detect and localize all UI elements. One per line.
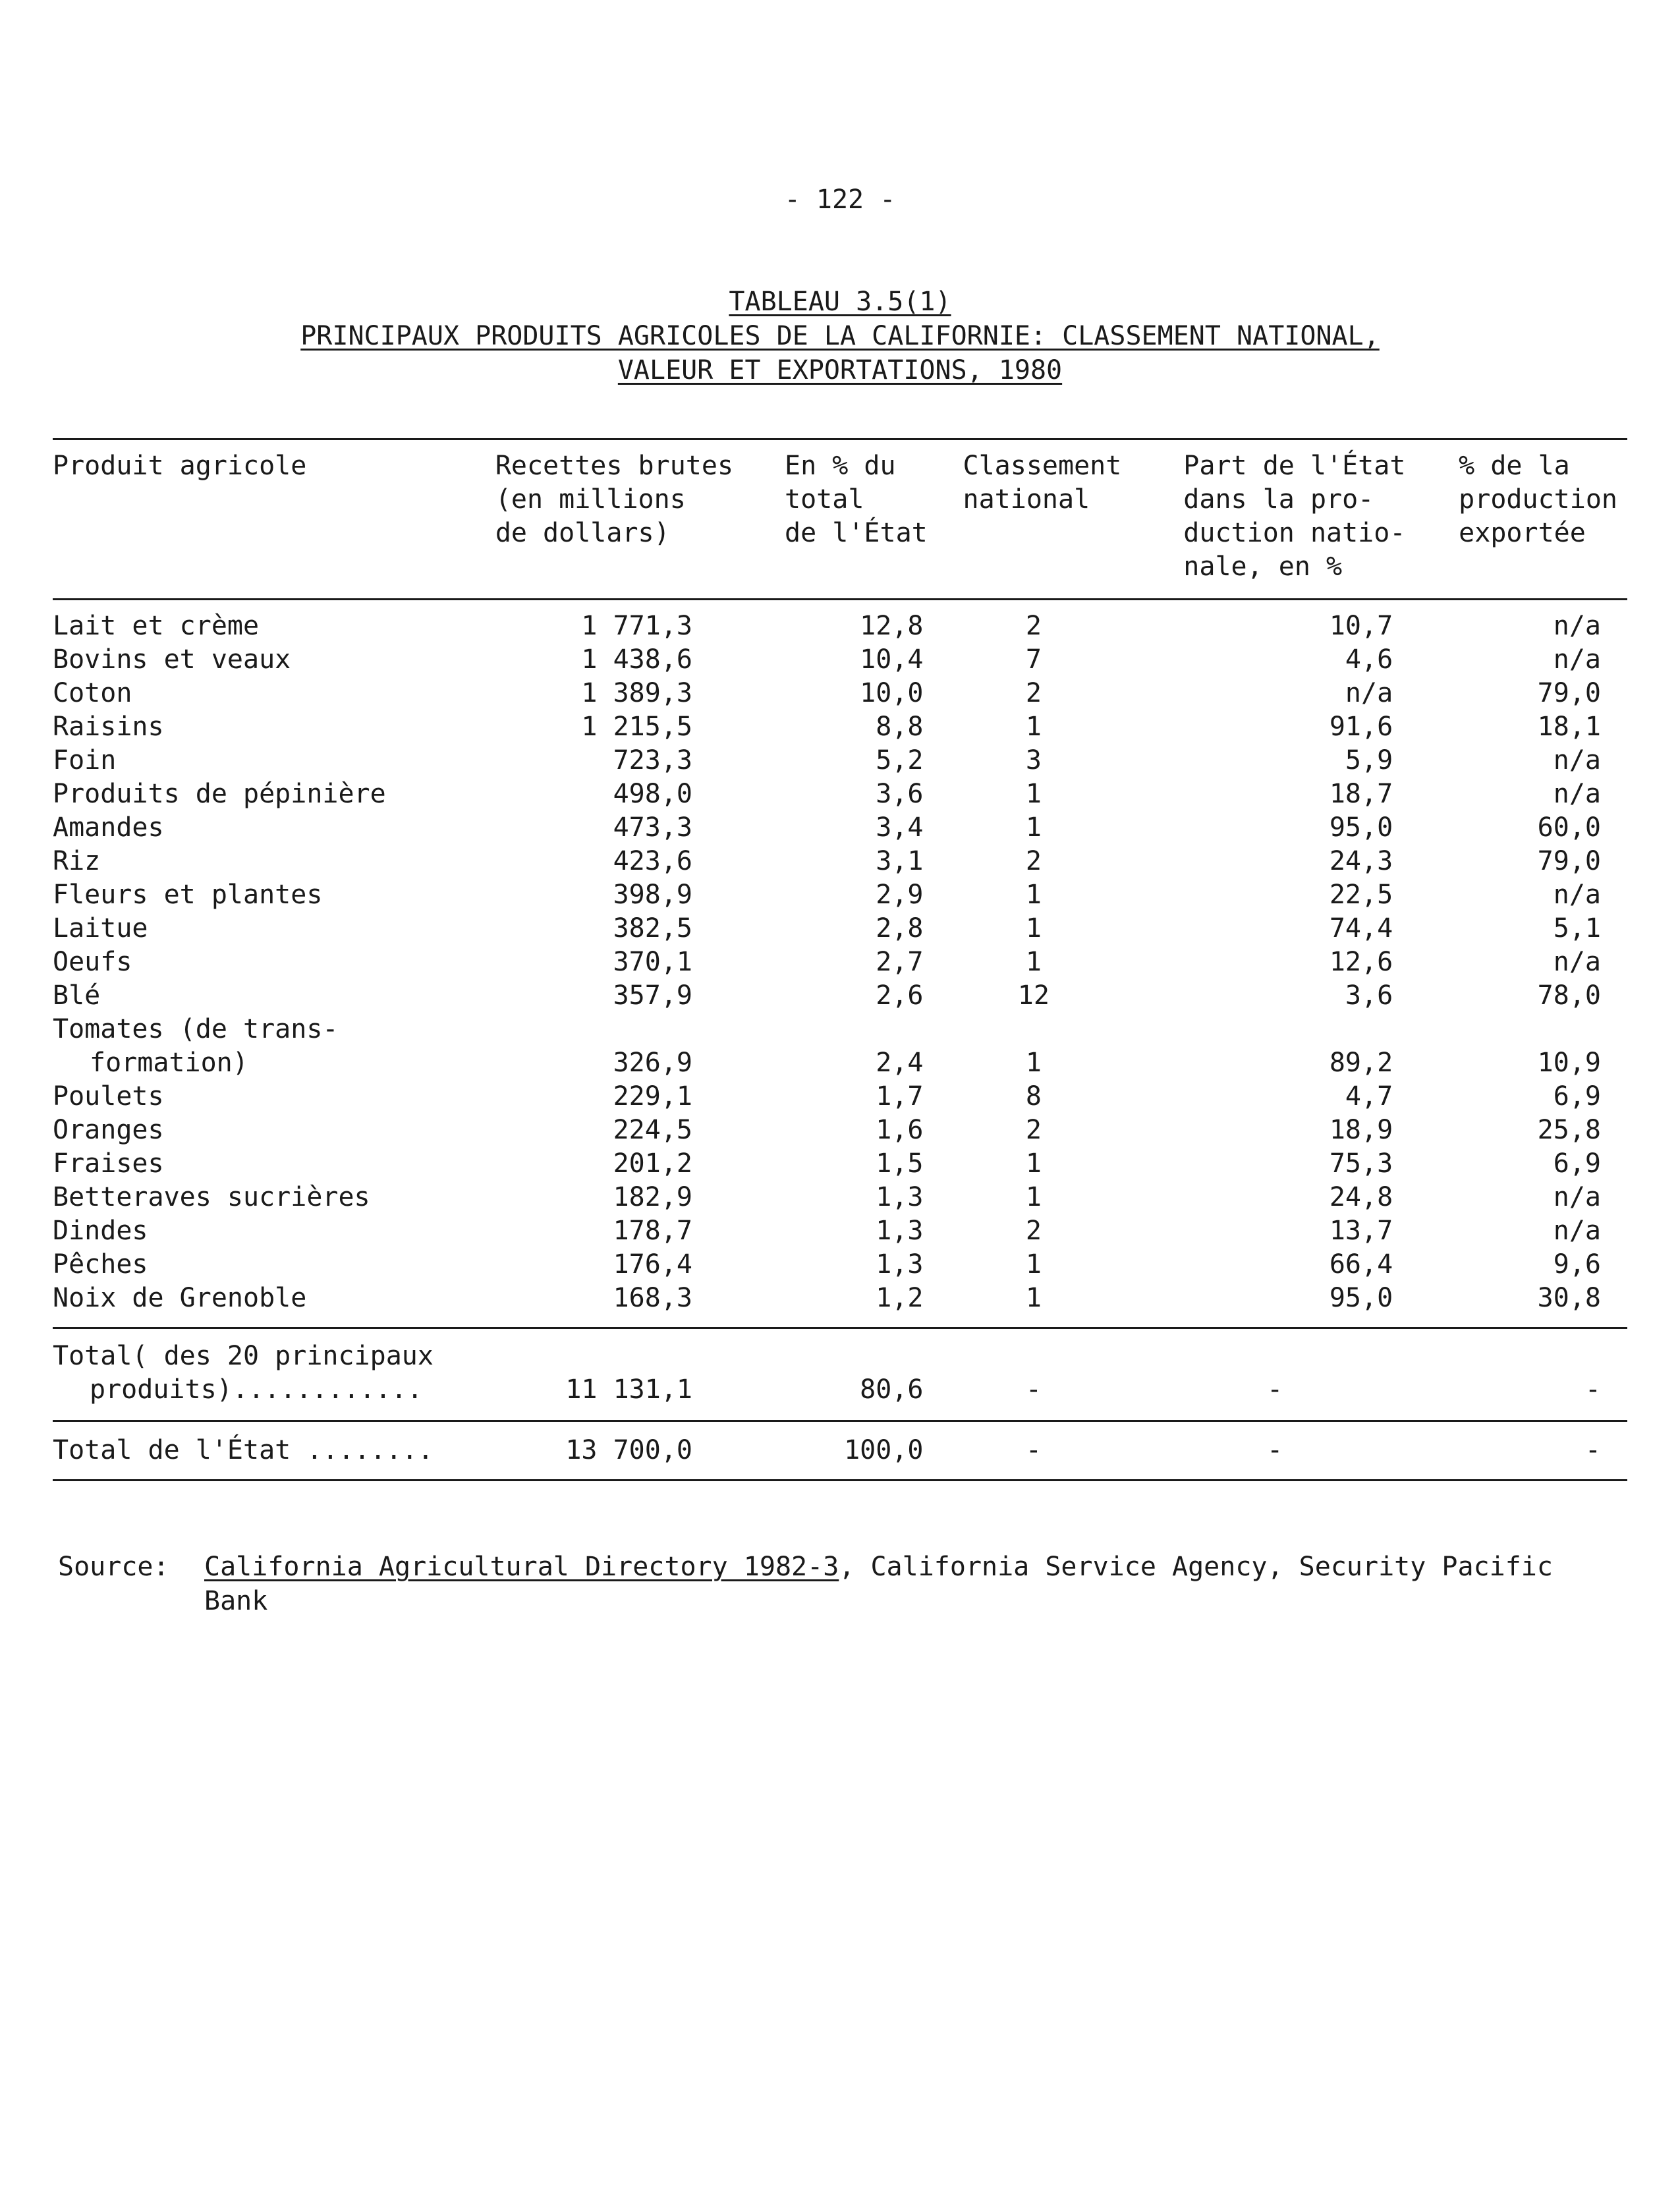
cell-part: 24,8 <box>1329 1182 1393 1212</box>
cell-part: 89,2 <box>1329 1048 1393 1078</box>
cell-produit: Fleurs et plantes <box>53 880 323 910</box>
cell-produit: Produits de pépinière <box>53 779 386 809</box>
cell-export: 18,1 <box>1537 712 1601 742</box>
cell-export: 60,0 <box>1537 812 1601 843</box>
cell-part: 10,7 <box>1329 611 1393 641</box>
cell-export: 79,0 <box>1537 846 1601 876</box>
cell-pct: 10,4 <box>860 644 924 675</box>
total-etat-section <box>53 1421 1627 1481</box>
table-title <box>0 285 1680 387</box>
cell-produit: Lait et crème <box>53 611 260 641</box>
cell-export: 79,0 <box>1537 678 1601 708</box>
header-produit: Produit agricole <box>53 451 307 481</box>
cell-export: 5,1 <box>1553 913 1601 944</box>
total-20-recettes: 11 131,1 <box>565 1374 692 1405</box>
cell-export: n/a <box>1553 611 1601 641</box>
table-row <box>53 777 1627 811</box>
cell-produit: Poulets <box>53 1081 164 1112</box>
cell-pct: 10,0 <box>860 678 924 708</box>
cell-pct: 1,2 <box>876 1283 924 1313</box>
table-row <box>53 600 1627 644</box>
table-row <box>53 744 1627 777</box>
total-etat-pct: 100,0 <box>844 1435 924 1465</box>
table-row <box>53 845 1627 878</box>
cell-recettes: 1 771,3 <box>581 611 692 641</box>
cell-recettes: 168,3 <box>613 1283 692 1313</box>
total-20-row-label <box>53 1328 1627 1374</box>
table-heading-line-2: VALEUR ET EXPORTATIONS, 1980 <box>617 355 1063 385</box>
cell-part: 18,9 <box>1329 1115 1393 1145</box>
cell-rang: 1 <box>1025 1048 1042 1078</box>
total-etat-export: - <box>1584 1435 1601 1465</box>
table-row <box>53 946 1627 979</box>
cell-rang: 2 <box>1025 611 1042 641</box>
table-row <box>53 878 1627 912</box>
cell-rang: 1 <box>1025 1283 1042 1313</box>
cell-produit: Noix de Grenoble <box>53 1283 307 1313</box>
cell-part: 4,6 <box>1345 644 1393 675</box>
cell-rang: 8 <box>1025 1081 1042 1112</box>
cell-part: 74,4 <box>1329 913 1393 944</box>
cell-export: n/a <box>1553 745 1601 776</box>
total-20-label-line-1: Total( des 20 principaux <box>53 1341 434 1371</box>
header-classement: Classement national <box>963 451 1122 515</box>
total-etat-recettes: 13 700,0 <box>565 1435 692 1465</box>
cell-recettes: 1 215,5 <box>581 712 692 742</box>
cell-produit-continuation: formation) <box>90 1048 248 1078</box>
cell-produit: Fraises <box>53 1148 164 1179</box>
source-continuation: Bank <box>204 1586 268 1616</box>
cell-produit: Amandes <box>53 812 164 843</box>
cell-rang: 1 <box>1025 1182 1042 1212</box>
table-row <box>53 1214 1627 1248</box>
cell-part: 22,5 <box>1329 880 1393 910</box>
cell-recettes: 370,1 <box>613 947 692 977</box>
table-row <box>53 643 1627 677</box>
cell-part: 24,3 <box>1329 846 1393 876</box>
cell-pct: 2,7 <box>876 947 924 977</box>
cell-pct: 2,6 <box>876 980 924 1011</box>
total-20-rang: - <box>1025 1374 1042 1405</box>
cell-pct: 12,8 <box>860 611 924 641</box>
cell-export: n/a <box>1553 947 1601 977</box>
cell-part: 95,0 <box>1329 1283 1393 1313</box>
cell-rang: 1 <box>1025 913 1042 944</box>
cell-produit: Dindes <box>53 1216 148 1246</box>
cell-recettes: 224,5 <box>613 1115 692 1145</box>
total-etat-rang: - <box>1025 1435 1042 1465</box>
cell-part: n/a <box>1345 678 1393 708</box>
cell-produit: Laitue <box>53 913 148 944</box>
cell-pct: 8,8 <box>876 712 924 742</box>
header-pct: En % du total de l'État <box>785 451 928 548</box>
table-row <box>53 912 1627 946</box>
data-table-container <box>53 438 1627 1481</box>
cell-part: 75,3 <box>1329 1148 1393 1179</box>
cell-produit: Bovins et veaux <box>53 644 291 675</box>
total-etat-row <box>53 1421 1627 1481</box>
cell-pct: 2,8 <box>876 913 924 944</box>
cell-export: 25,8 <box>1537 1115 1601 1145</box>
table-row <box>53 1282 1627 1328</box>
cell-pct: 3,4 <box>876 812 924 843</box>
cell-export: 10,9 <box>1537 1048 1601 1078</box>
cell-rang: 1 <box>1025 779 1042 809</box>
table-row <box>53 1248 1627 1282</box>
table-heading-line-1: PRINCIPAUX PRODUITS AGRICOLES DE LA CALIFORNIE: CLASSEMENT NATIONAL, <box>300 321 1380 351</box>
source-note <box>58 1550 1639 1618</box>
cell-rang: 1 <box>1025 880 1042 910</box>
total-etat-part: - <box>1267 1435 1283 1465</box>
table-row <box>53 1013 1627 1046</box>
cell-rang: 1 <box>1025 812 1042 843</box>
cell-recettes: 1 389,3 <box>581 678 692 708</box>
agricultural-products-table <box>53 440 1627 1481</box>
cell-produit: Raisins <box>53 712 164 742</box>
cell-rang: 1 <box>1025 712 1042 742</box>
cell-pct: 1,6 <box>876 1115 924 1145</box>
cell-pct: 1,7 <box>876 1081 924 1112</box>
total-20-part: - <box>1267 1374 1283 1405</box>
source-reference: California Agricultural Directory 1982-3 <box>204 1552 839 1582</box>
source-label: Source: <box>58 1552 169 1582</box>
cell-export: n/a <box>1553 1216 1601 1246</box>
table-row <box>53 811 1627 845</box>
total-20-export: - <box>1584 1374 1601 1405</box>
cell-rang: 2 <box>1025 846 1042 876</box>
table-row <box>53 1046 1627 1080</box>
table-row <box>53 1147 1627 1181</box>
cell-export: 6,9 <box>1553 1148 1601 1179</box>
cell-part: 5,9 <box>1345 745 1393 776</box>
table-row <box>53 677 1627 710</box>
cell-export: 78,0 <box>1537 980 1601 1011</box>
cell-recettes: 382,5 <box>613 913 692 944</box>
header-export: % de la production exportée <box>1459 451 1617 548</box>
total-20-section <box>53 1328 1627 1421</box>
cell-recettes: 723,3 <box>613 745 692 776</box>
cell-rang: 1 <box>1025 1148 1042 1179</box>
table-row <box>53 710 1627 744</box>
cell-rang: 12 <box>1017 980 1050 1011</box>
table-number: TABLEAU 3.5(1) <box>729 287 951 317</box>
cell-recettes: 201,2 <box>613 1148 692 1179</box>
cell-part: 18,7 <box>1329 779 1393 809</box>
cell-part: 3,6 <box>1345 980 1393 1011</box>
cell-rang: 1 <box>1025 1249 1042 1280</box>
cell-recettes: 423,6 <box>613 846 692 876</box>
cell-rang: 7 <box>1025 644 1042 675</box>
cell-export: 6,9 <box>1553 1081 1601 1112</box>
cell-produit: Tomates (de trans- <box>53 1014 339 1044</box>
cell-recettes: 326,9 <box>613 1048 692 1078</box>
cell-pct: 1,3 <box>876 1216 924 1246</box>
source-rest: , California Service Agency, Security Pacific <box>839 1552 1553 1582</box>
cell-produit: Blé <box>53 980 101 1011</box>
cell-produit: Pêches <box>53 1249 148 1280</box>
cell-produit: Oeufs <box>53 947 132 977</box>
cell-produit: Coton <box>53 678 132 708</box>
page-number: - 122 - <box>784 184 896 215</box>
cell-produit: Betteraves sucrières <box>53 1182 370 1212</box>
cell-rang: 1 <box>1025 947 1042 977</box>
total-20-pct: 80,6 <box>860 1374 924 1405</box>
cell-export: 30,8 <box>1537 1283 1601 1313</box>
cell-part: 4,7 <box>1345 1081 1393 1112</box>
table-row <box>53 1080 1627 1114</box>
total-20-row <box>53 1373 1627 1421</box>
cell-rang: 2 <box>1025 1216 1042 1246</box>
cell-pct: 2,4 <box>876 1048 924 1078</box>
header-recettes: Recettes brutes (en millions de dollars) <box>495 451 734 548</box>
cell-pct: 5,2 <box>876 745 924 776</box>
cell-part: 12,6 <box>1329 947 1393 977</box>
cell-recettes: 178,7 <box>613 1216 692 1246</box>
cell-rang: 3 <box>1025 745 1042 776</box>
table-row <box>53 1181 1627 1214</box>
table-row <box>53 1114 1627 1147</box>
total-20-label-line-2: produits)............ <box>90 1374 423 1405</box>
cell-export: n/a <box>1553 880 1601 910</box>
cell-recettes: 473,3 <box>613 812 692 843</box>
cell-pct: 1,3 <box>876 1249 924 1280</box>
cell-recettes: 229,1 <box>613 1081 692 1112</box>
cell-part: 13,7 <box>1329 1216 1393 1246</box>
cell-pct: 3,1 <box>876 846 924 876</box>
cell-recettes: 498,0 <box>613 779 692 809</box>
cell-part: 95,0 <box>1329 812 1393 843</box>
cell-pct: 2,9 <box>876 880 924 910</box>
cell-pct: 1,3 <box>876 1182 924 1212</box>
cell-pct: 3,6 <box>876 779 924 809</box>
cell-rang: 2 <box>1025 1115 1042 1145</box>
cell-part: 91,6 <box>1329 712 1393 742</box>
table-row <box>53 979 1627 1013</box>
cell-recettes: 176,4 <box>613 1249 692 1280</box>
cell-recettes: 1 438,6 <box>581 644 692 675</box>
cell-pct: 1,5 <box>876 1148 924 1179</box>
table-body <box>53 600 1627 1328</box>
cell-export: n/a <box>1553 779 1601 809</box>
cell-export: 9,6 <box>1553 1249 1601 1280</box>
cell-recettes: 182,9 <box>613 1182 692 1212</box>
cell-part: 66,4 <box>1329 1249 1393 1280</box>
header-part: Part de l'État dans la pro- duction natio- nale, en % <box>1183 451 1406 582</box>
cell-produit: Riz <box>53 846 101 876</box>
cell-produit: Oranges <box>53 1115 164 1145</box>
header-row <box>53 440 1627 600</box>
total-etat-label: Total de l'État ........ <box>53 1435 434 1465</box>
cell-recettes: 357,9 <box>613 980 692 1011</box>
cell-export: n/a <box>1553 1182 1601 1212</box>
cell-rang: 2 <box>1025 678 1042 708</box>
cell-produit: Foin <box>53 745 117 776</box>
cell-export: n/a <box>1553 644 1601 675</box>
cell-recettes: 398,9 <box>613 880 692 910</box>
